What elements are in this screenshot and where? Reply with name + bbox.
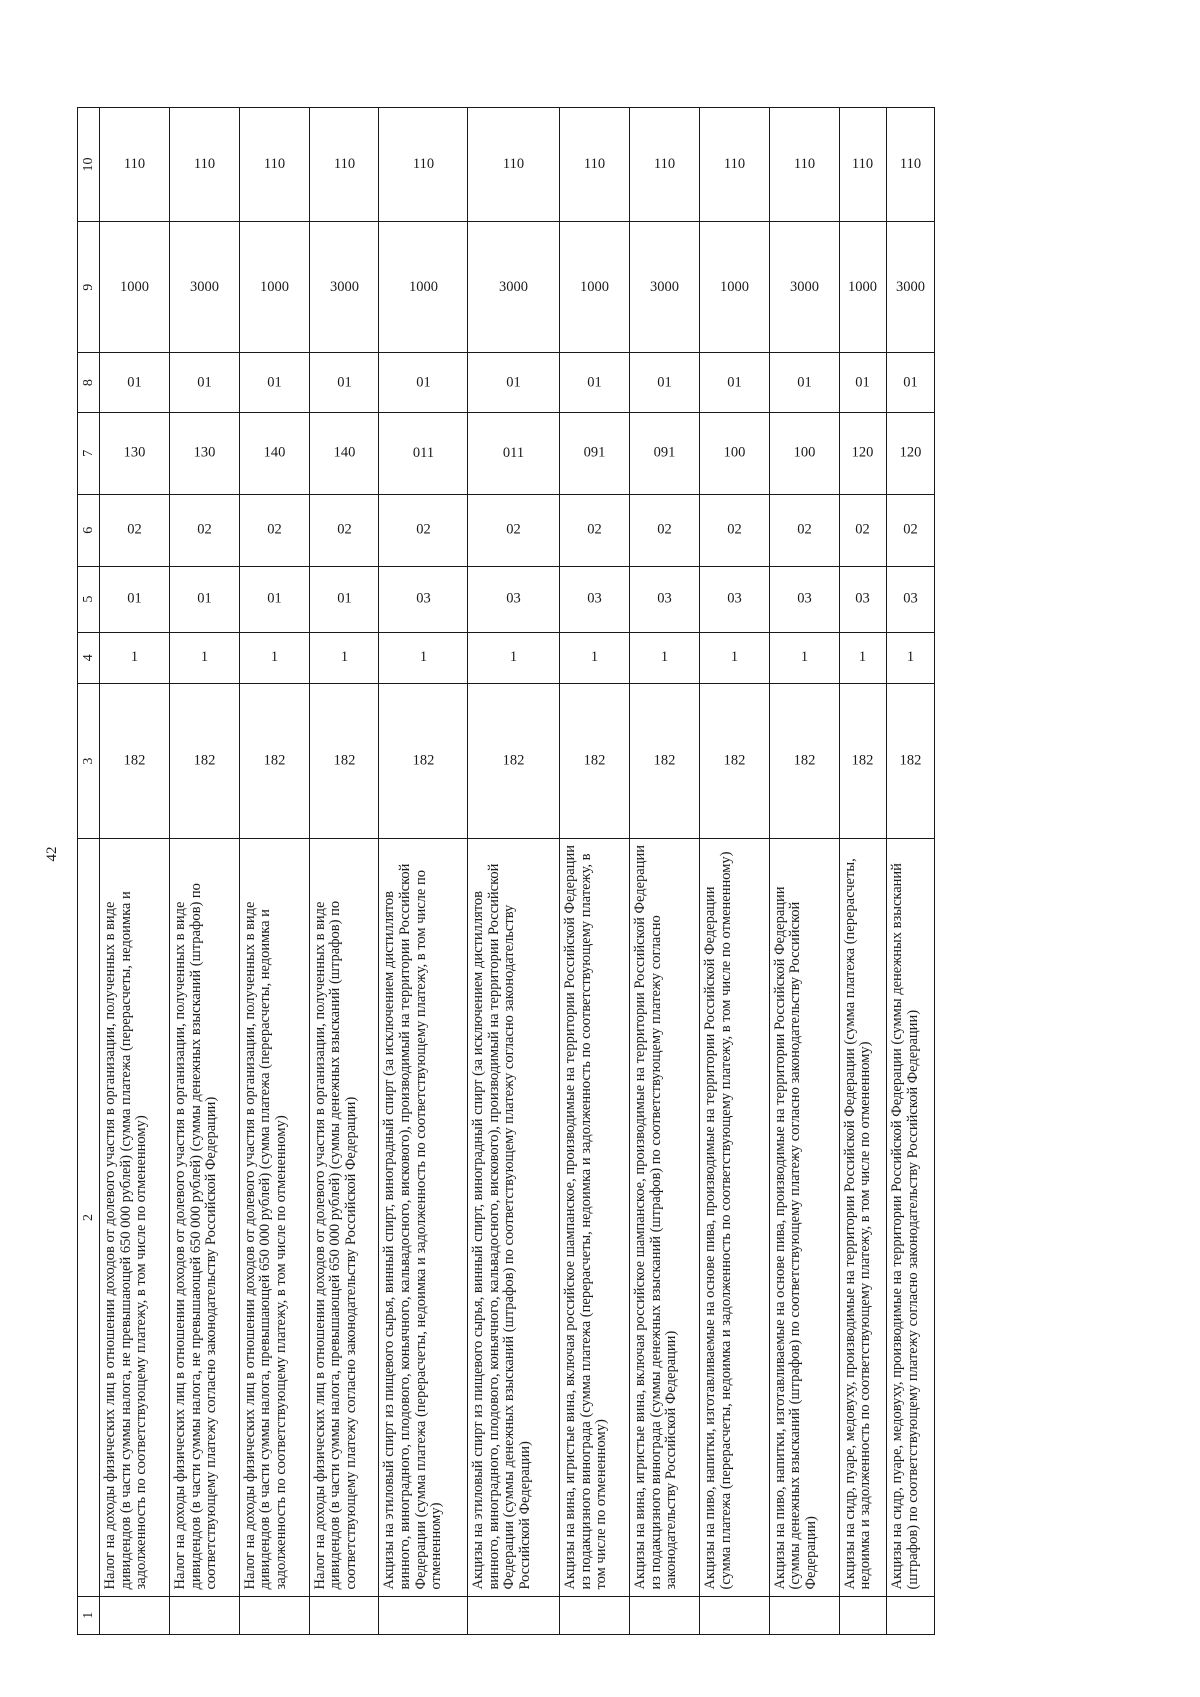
- code-value: 01: [416, 374, 431, 391]
- description-cell: Акцизы на сидр, пуаре, медовуху, производимые на территории Российской Федерации (суммы денежных взысканий (штрафов) по соответствующему платежу согласно законодательству Российской Федерации): [887, 839, 935, 1596]
- code-cell: [839, 494, 887, 566]
- code-cell: [468, 683, 560, 839]
- code-cell: [887, 494, 935, 566]
- code-cell: [560, 353, 630, 412]
- code-cell: [839, 108, 887, 222]
- code-cell: [699, 632, 769, 683]
- code-cell: [630, 221, 700, 353]
- code-value: 03: [416, 590, 431, 607]
- code-value: 110: [653, 155, 676, 172]
- code-cell: [379, 566, 468, 632]
- code-cell: [100, 566, 170, 632]
- code-value: 01: [266, 590, 282, 607]
- code-value: 1: [859, 649, 867, 666]
- data-table: [77, 107, 935, 1635]
- code-cell: [769, 683, 839, 839]
- code-value: 02: [796, 521, 812, 538]
- header-cell: 8: [78, 353, 100, 412]
- code-cell: [169, 353, 239, 412]
- row-number-cell: [887, 1596, 935, 1634]
- code-value: 110: [123, 155, 146, 172]
- code-value: 03: [796, 590, 812, 607]
- row-number-cell: [769, 1596, 839, 1634]
- header-cell: 10: [78, 108, 100, 222]
- code-value: 1: [200, 649, 208, 666]
- table-rotated-container: [77, 107, 935, 1635]
- code-value: 1: [510, 649, 518, 666]
- code-cell: [839, 221, 887, 353]
- table-row: [239, 108, 309, 1635]
- code-value: 1: [419, 649, 427, 666]
- code-cell: [169, 632, 239, 683]
- code-cell: [468, 494, 560, 566]
- code-value: 120: [852, 444, 874, 461]
- code-cell: [887, 108, 935, 222]
- code-cell: [560, 683, 630, 839]
- code-cell: [239, 108, 309, 222]
- code-cell: [699, 353, 769, 412]
- code-cell: [468, 632, 560, 683]
- description-cell: Акцизы на пиво, напитки, изготавливаемые на основе пива, производимые на территории Российской Федерации (суммы денежных взысканий (штрафов) по соответствующему платежу согласно законодательству Российской Федерации): [769, 839, 839, 1596]
- header-cell: 4: [78, 632, 100, 683]
- description-cell: Акцизы на вина, игристые вина, включая российское шампанское, производимые на территории Российской Федерации из подакцизного винограда (сумма платежа (перерасчеты, недоимка и задолженность по соответствующему платежу, в том числе по отмененному): [560, 839, 630, 1596]
- code-cell: [769, 108, 839, 222]
- description-cell: Акцизы на пиво, напитки, изготавливаемые на основе пива, производимые на территории Российской Федерации (сумма платежа (перерасчеты, недоимка и задолженность по соответствующему платежу, в том числе по отмененному): [699, 839, 769, 1596]
- description-cell: Налог на доходы физических лиц в отношении доходов от долевого участия в организации, полученных в виде дивидендов (в части суммы налога, превышающей 650 000 рублей) (сумма платежа (перерасчеты, недоимка и задолженность по соответствующему платежу, в том числе по отмененному): [239, 839, 309, 1596]
- code-value: 110: [583, 155, 606, 172]
- code-cell: [239, 683, 309, 839]
- code-value: 01: [903, 374, 918, 391]
- code-value: 02: [266, 521, 282, 538]
- code-cell: [239, 353, 309, 412]
- code-value: 1000: [259, 278, 289, 295]
- code-cell: [887, 683, 935, 839]
- table-row: [468, 108, 560, 1635]
- code-value: 02: [336, 521, 352, 538]
- code-value: 182: [583, 752, 606, 769]
- code-cell: [699, 566, 769, 632]
- code-value: 110: [333, 155, 355, 172]
- code-value: 1: [800, 649, 808, 666]
- header-cell: 7: [78, 412, 100, 494]
- code-value: 182: [263, 752, 286, 769]
- code-cell: [769, 566, 839, 632]
- budget-classification-table: [77, 107, 935, 1635]
- code-value: 01: [197, 374, 212, 391]
- header-cell: 3: [78, 683, 100, 839]
- code-value: 02: [127, 521, 142, 538]
- code-cell: [560, 566, 630, 632]
- code-value: 140: [333, 444, 355, 461]
- code-cell: [309, 412, 379, 494]
- code-value: 01: [127, 590, 142, 607]
- code-cell: [100, 412, 170, 494]
- code-value: 02: [197, 521, 212, 538]
- code-value: 100: [723, 444, 746, 461]
- row-number-cell: [169, 1596, 239, 1634]
- code-value: 110: [793, 155, 815, 172]
- code-cell: [769, 221, 839, 353]
- code-value: 01: [266, 374, 282, 391]
- header-row: [78, 108, 100, 1635]
- code-cell: [379, 494, 468, 566]
- code-cell: [169, 412, 239, 494]
- description-cell: Налог на доходы физических лиц в отношении доходов от долевого участия в организации, полученных в виде дивидендов (в части суммы налога, превышающей 650 000 рублей) (суммы денежных взысканий (штрафов) по соответствующему платежу согласно законодательству Российской Федерации): [309, 839, 379, 1596]
- code-value: 1: [660, 649, 669, 666]
- code-value: 03: [727, 590, 742, 607]
- table-row: [379, 108, 468, 1635]
- code-cell: [560, 632, 630, 683]
- code-value: 182: [793, 752, 816, 769]
- code-value: 110: [852, 155, 874, 172]
- table-row: [839, 108, 887, 1635]
- code-value: 110: [193, 155, 215, 172]
- code-cell: [887, 632, 935, 683]
- code-value: 110: [412, 155, 434, 172]
- code-value: 1000: [848, 278, 878, 295]
- code-cell: [887, 412, 935, 494]
- code-cell: [630, 632, 700, 683]
- code-cell: [839, 353, 887, 412]
- code-cell: [169, 494, 239, 566]
- code-value: 182: [653, 752, 676, 769]
- code-cell: [468, 412, 560, 494]
- row-number-cell: [100, 1596, 170, 1634]
- row-number-cell: [309, 1596, 379, 1634]
- code-cell: [630, 353, 700, 412]
- code-value: 1: [730, 649, 738, 666]
- code-value: 01: [657, 374, 672, 391]
- code-cell: [169, 683, 239, 839]
- code-value: 130: [193, 444, 216, 461]
- code-value: 1000: [580, 278, 610, 295]
- code-cell: [769, 494, 839, 566]
- code-cell: [100, 632, 170, 683]
- header-cell: 5: [78, 566, 100, 632]
- code-cell: [239, 632, 309, 683]
- code-value: 182: [412, 752, 435, 769]
- code-value: 1: [340, 649, 348, 666]
- code-value: 3000: [896, 278, 926, 295]
- description-cell: Акцизы на вина, игристые вина, включая российское шампанское, производимые на территории Российской Федерации из подакцизного винограда (суммы денежных взысканий (штрафов) по соответствующему платежу согласно законодательству Российской Федерации): [630, 839, 700, 1596]
- code-cell: [630, 412, 700, 494]
- code-cell: [839, 412, 887, 494]
- code-cell: [239, 494, 309, 566]
- code-cell: [887, 566, 935, 632]
- code-cell: [839, 566, 887, 632]
- code-cell: [468, 353, 560, 412]
- code-cell: [309, 632, 379, 683]
- code-value: 03: [657, 590, 672, 607]
- code-value: 01: [127, 374, 142, 391]
- code-value: 01: [197, 590, 212, 607]
- code-cell: [699, 683, 769, 839]
- row-number-cell: [630, 1596, 700, 1634]
- code-value: 02: [506, 521, 521, 538]
- code-value: 130: [123, 444, 146, 461]
- code-value: 1: [130, 649, 139, 666]
- code-cell: [468, 221, 560, 353]
- code-cell: [169, 566, 239, 632]
- code-cell: [560, 221, 630, 353]
- header-cell: 1: [78, 1596, 100, 1634]
- code-value: 120: [899, 444, 922, 461]
- description-cell: Акцизы на сидр, пуаре, медовуху, производимые на территории Российской Федерации (сумма платежа (перерасчеты, недоимка и задолженность по соответствующему платежу, в том числе по отмененному): [839, 839, 887, 1596]
- code-cell: [379, 353, 468, 412]
- code-value: 1000: [719, 278, 749, 295]
- code-cell: [560, 412, 630, 494]
- code-value: 02: [587, 521, 602, 538]
- description-cell: Акцизы на этиловый спирт из пищевого сырья, винный спирт, виноградный спирт (за исключением дистиллятов винного, виноградного, плодового, коньячного, кальвадосного, вискового), производимый на территории Российской Федерации (сумма платежа (перерасчеты, недоимка и задолженность по соответствующему платежу, в том числе по отмененному): [379, 839, 468, 1596]
- code-value: 02: [903, 521, 918, 538]
- table-row: [630, 108, 700, 1635]
- code-cell: [100, 494, 170, 566]
- code-value: 091: [653, 444, 676, 461]
- row-number-cell: [468, 1596, 560, 1634]
- code-cell: [169, 108, 239, 222]
- code-value: 1000: [119, 278, 149, 295]
- code-cell: [309, 221, 379, 353]
- code-value: 110: [900, 155, 922, 172]
- code-value: 01: [727, 374, 742, 391]
- code-value: 1000: [408, 278, 438, 295]
- code-value: 01: [587, 374, 602, 391]
- code-cell: [379, 108, 468, 222]
- row-number-cell: [239, 1596, 309, 1634]
- code-cell: [100, 683, 170, 839]
- code-value: 110: [263, 155, 285, 172]
- code-value: 110: [723, 155, 745, 172]
- code-value: 182: [899, 752, 922, 769]
- code-value: 03: [855, 590, 871, 607]
- code-value: 03: [587, 590, 602, 607]
- code-cell: [379, 221, 468, 353]
- code-cell: [560, 494, 630, 566]
- code-value: 01: [336, 590, 352, 607]
- table-row: [699, 108, 769, 1635]
- code-value: 02: [416, 521, 431, 538]
- description-cell: Налог на доходы физических лиц в отношении доходов от долевого участия в организации, полученных в виде дивидендов (в части суммы налога, не превышающей 650 000 рублей) (сумма платежа (перерасчеты, недоимка и задолженность по соответствующему платежу, в том числе по отмененному): [100, 839, 170, 1596]
- code-cell: [769, 412, 839, 494]
- code-value: 100: [793, 444, 816, 461]
- table-row: [100, 108, 170, 1635]
- code-value: 182: [852, 752, 874, 769]
- code-cell: [887, 221, 935, 353]
- code-value: 1: [270, 649, 278, 666]
- code-cell: [309, 353, 379, 412]
- code-value: 3000: [499, 278, 529, 295]
- code-cell: [839, 683, 887, 839]
- table-row: [169, 108, 239, 1635]
- code-cell: [468, 566, 560, 632]
- header-cell: 2: [78, 839, 100, 1596]
- code-value: 01: [796, 374, 812, 391]
- code-cell: [100, 221, 170, 353]
- code-cell: [379, 683, 468, 839]
- code-value: 1: [907, 649, 915, 666]
- code-cell: [379, 632, 468, 683]
- code-value: 140: [263, 444, 286, 461]
- code-cell: [309, 108, 379, 222]
- code-cell: [169, 221, 239, 353]
- code-cell: [699, 221, 769, 353]
- code-value: 03: [903, 590, 918, 607]
- code-value: 01: [506, 374, 521, 391]
- table-row: [309, 108, 379, 1635]
- code-value: 011: [412, 444, 434, 461]
- code-value: 3000: [789, 278, 819, 295]
- header-cell: 6: [78, 494, 100, 566]
- code-value: 02: [855, 521, 871, 538]
- code-cell: [239, 412, 309, 494]
- page-number: 42: [44, 846, 60, 862]
- code-cell: [699, 108, 769, 222]
- code-cell: [309, 494, 379, 566]
- code-cell: [769, 632, 839, 683]
- table-row: [769, 108, 839, 1635]
- table-row: [887, 108, 935, 1635]
- code-value: 01: [336, 374, 352, 391]
- code-cell: [699, 494, 769, 566]
- code-value: 182: [123, 752, 146, 769]
- code-cell: [839, 632, 887, 683]
- code-cell: [468, 108, 560, 222]
- code-cell: [560, 108, 630, 222]
- code-value: 02: [727, 521, 742, 538]
- code-value: 110: [503, 155, 525, 172]
- code-cell: [630, 108, 700, 222]
- code-cell: [100, 353, 170, 412]
- code-value: 3000: [329, 278, 359, 295]
- code-value: 02: [657, 521, 672, 538]
- description-cell: Налог на доходы физических лиц в отношении доходов от долевого участия в организации, полученных в виде дивидендов (в части суммы налога, не превышающей 650 000 рублей) (суммы денежных взысканий (штрафов) по соответствующему платежу согласно законодательству Российской Федерации): [169, 839, 239, 1596]
- code-value: 3000: [649, 278, 679, 295]
- code-value: 182: [333, 752, 355, 769]
- table-row: [560, 108, 630, 1635]
- code-value: 3000: [189, 278, 219, 295]
- row-number-cell: [379, 1596, 468, 1634]
- code-value: 1: [590, 649, 599, 666]
- code-cell: [100, 108, 170, 222]
- code-value: 182: [193, 752, 216, 769]
- header-cell: 9: [78, 221, 100, 353]
- code-cell: [630, 683, 700, 839]
- code-cell: [630, 494, 700, 566]
- row-number-cell: [699, 1596, 769, 1634]
- code-cell: [239, 566, 309, 632]
- code-value: 091: [583, 444, 606, 461]
- code-cell: [630, 566, 700, 632]
- code-cell: [887, 353, 935, 412]
- code-cell: [699, 412, 769, 494]
- code-value: 01: [855, 374, 871, 391]
- code-cell: [239, 221, 309, 353]
- code-value: 182: [502, 752, 525, 769]
- code-cell: [309, 683, 379, 839]
- code-value: 182: [723, 752, 746, 769]
- code-cell: [379, 412, 468, 494]
- code-cell: [309, 566, 379, 632]
- code-value: 011: [503, 444, 525, 461]
- row-number-cell: [839, 1596, 887, 1634]
- code-cell: [769, 353, 839, 412]
- description-cell: Акцизы на этиловый спирт из пищевого сырья, винный спирт, виноградный спирт (за исключением дистиллятов винного, виноградного, плодового, коньячного, кальвадосного, вискового), производимый на территории Российской Федерации (суммы денежных взысканий (штрафов) по соответствующему платежу согласно законодательству Российской Федерации): [468, 839, 560, 1596]
- code-value: 03: [506, 590, 521, 607]
- row-number-cell: [560, 1596, 630, 1634]
